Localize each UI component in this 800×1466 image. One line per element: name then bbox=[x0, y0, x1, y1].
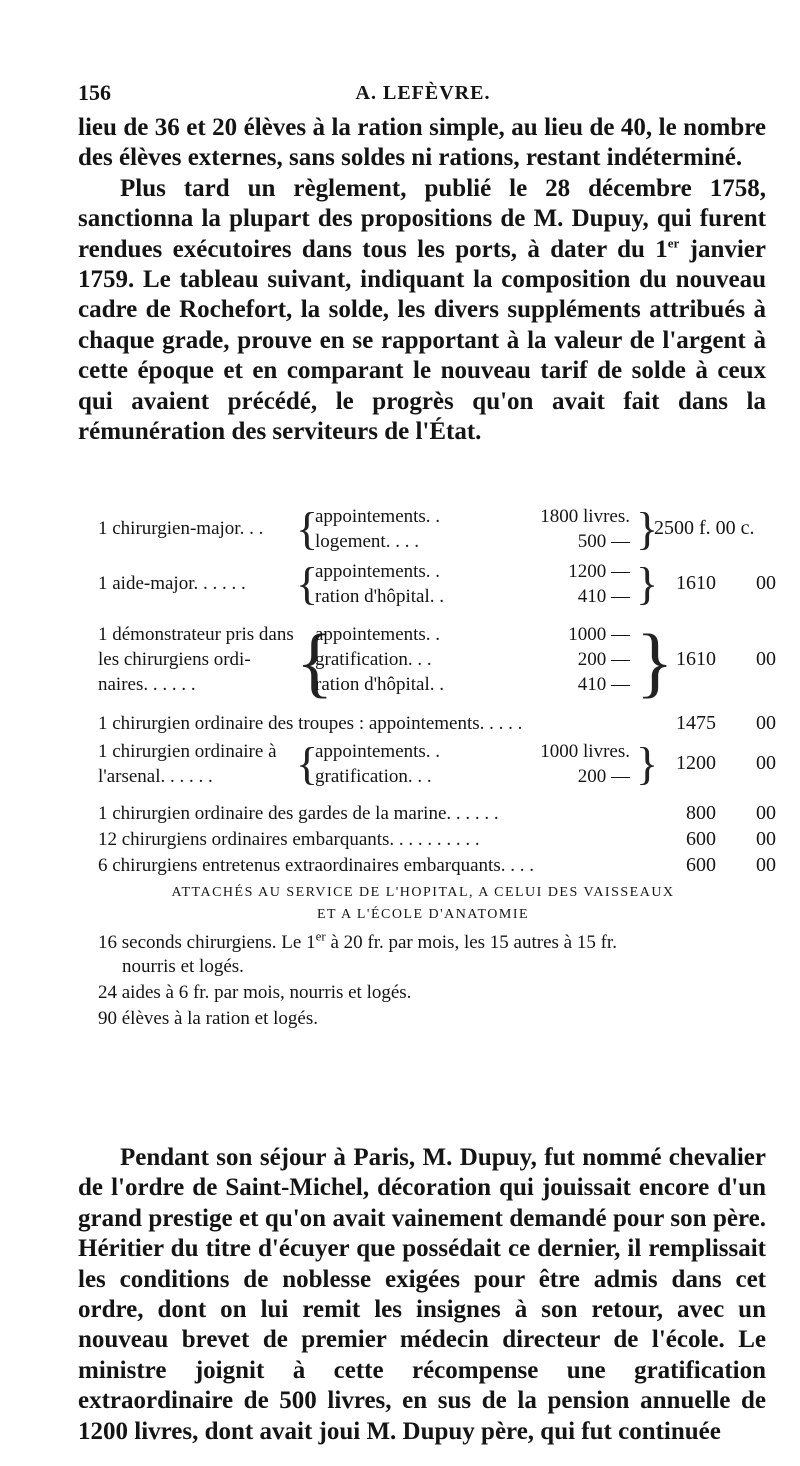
left-brace: { bbox=[296, 558, 319, 609]
row-value: 410 — bbox=[577, 674, 630, 695]
total-cents: 00 bbox=[756, 712, 776, 734]
left-brace: { bbox=[296, 503, 319, 554]
row-label: 1 chirurgien ordinaire des troupes : appointements. . . . . bbox=[98, 713, 523, 734]
page-header bbox=[78, 80, 768, 110]
section-heading: ET A L'ÉCOLE D'ANATOMIE bbox=[316, 907, 530, 922]
row-value: 1000 — bbox=[568, 624, 630, 645]
row-total bbox=[672, 752, 776, 775]
row-value: 500 — bbox=[577, 531, 630, 552]
right-brace: } bbox=[636, 738, 659, 789]
row-total bbox=[672, 648, 776, 671]
note-text-b: à 20 fr. par mois, les 15 autres à 15 fr. bbox=[325, 932, 617, 953]
total-cents: 00 bbox=[756, 802, 776, 824]
row-label: 12 chirurgiens ordinaires embarquants. . . . . . . . . . bbox=[98, 829, 480, 850]
right-brace: } bbox=[636, 503, 659, 554]
row-item: appointements. . bbox=[315, 506, 441, 527]
staff-note bbox=[98, 928, 768, 979]
paragraph-2-text-b: janvier 1759. Le tableau suivant, indiquant la composition du nouveau cadre de Rochefort, la solde, les divers suppléments attribués à chaque grade, prouve en se rapportant à la valeur de l'argent à cette époque et en comparant le nouveau tarif de solde à ceux qui avaient précédé, le progrès qu'on avait fait dans la rémunération des serviteurs de l'État. bbox=[78, 235, 766, 446]
row-label: l'arsenal. . . . . . bbox=[98, 766, 213, 787]
row-item: appointements. . bbox=[315, 624, 441, 645]
row-label: 1 chirurgien ordinaire à bbox=[98, 741, 277, 762]
row-value: 200 — bbox=[577, 649, 630, 670]
left-brace: { bbox=[296, 738, 319, 789]
row-item: appointements. . bbox=[315, 561, 441, 582]
row-total bbox=[672, 572, 776, 595]
row-total bbox=[672, 802, 776, 825]
row-total bbox=[672, 828, 776, 851]
paragraph-2-superscript: er bbox=[667, 235, 680, 251]
page-number: 156 bbox=[78, 80, 111, 105]
total-value: 600 bbox=[686, 854, 716, 876]
note-text-a: 16 seconds chirurgiens. Le 1 bbox=[98, 932, 316, 953]
total-cents: 00 bbox=[756, 648, 776, 670]
text-block-bottom bbox=[78, 1143, 766, 1447]
left-brace: { bbox=[296, 618, 334, 705]
total-value: 800 bbox=[686, 802, 716, 824]
row-label: 1 chirurgien ordinaire des gardes de la marine. . . . . . bbox=[98, 803, 499, 824]
row-value: 200 — bbox=[577, 766, 630, 787]
total-value: 600 bbox=[686, 828, 716, 850]
total-value: 1475 bbox=[676, 712, 716, 734]
row-value: 410 — bbox=[577, 586, 630, 607]
paragraph-1: lieu de 36 et 20 élèves à la ration simple, au lieu de 40, le nombre des élèves externes, sans soldes ni rations, restant indéterminé. bbox=[78, 114, 766, 172]
row-label: 1 démonstrateur pris dans bbox=[98, 624, 294, 645]
paragraph-2-text-a: Plus tard un règlement, publié le 28 décembre 1758, sanctionna la plupart des propositions de M. Dupuy, qui furent rendues exécutoires dans tous les ports, à dater du 1 bbox=[78, 174, 766, 263]
row-item: logement. . . . bbox=[315, 531, 419, 552]
row-item: appointements. . bbox=[315, 741, 441, 762]
row-value: 1200 — bbox=[568, 561, 630, 582]
row-label: les chirurgiens ordi- bbox=[98, 649, 251, 670]
running-head: A. LEFÈVRE. bbox=[355, 82, 491, 104]
right-brace: } bbox=[636, 558, 659, 609]
total-cents: 00 bbox=[756, 572, 776, 594]
section-heading: ATTACHÉS AU SERVICE DE L'HOPITAL, A CELUI DES VAISSEAUX bbox=[171, 885, 675, 900]
row-label: 6 chirurgiens entretenus extraordinaires embarquants. . . . bbox=[98, 855, 534, 876]
row-label: 1 aide-major. . . . . . bbox=[98, 573, 246, 594]
row-value: 1800 livres. bbox=[540, 506, 630, 527]
total-value: 1610 bbox=[676, 648, 716, 670]
text-block-top bbox=[78, 113, 766, 447]
right-brace: } bbox=[636, 618, 674, 705]
total-cents: 00 bbox=[756, 828, 776, 850]
row-item: ration d'hôpital. . bbox=[315, 586, 445, 607]
paragraph-2 bbox=[78, 174, 766, 448]
total-cents: 00 bbox=[756, 752, 776, 774]
row-total bbox=[672, 712, 776, 735]
row-item: gratification. . . bbox=[315, 649, 432, 670]
row-total: 2500 f. 00 c. bbox=[654, 517, 755, 539]
row-label: 1 chirurgien-major. . . bbox=[98, 518, 264, 539]
row-item: gratification. . . bbox=[315, 766, 432, 787]
note-continuation: nourris et logés. bbox=[122, 956, 244, 977]
staff-note: 24 aides à 6 fr. par mois, nourris et logés. bbox=[98, 982, 412, 1003]
total-value: 1610 bbox=[676, 572, 716, 594]
staff-note: 90 élèves à la ration et logés. bbox=[98, 1008, 319, 1029]
note-superscript: er bbox=[315, 928, 326, 944]
paragraph-3: Pendant son séjour à Paris, M. Dupuy, fut nommé chevalier de l'ordre de Saint-Michel, décoration qui jouissait encore d'un grand prestige et qu'on avait vainement demandé pour son père. Héritier du titre d'écuyer que possédait ce dernier, il remplissait les conditions de noblesse exigées pour être admis dans cet ordre, dont on lui remit les insignes à son retour, avec un nouveau brevet de premier médecin directeur de l'école. Le ministre joignit à cette récompense une gratification extraordinaire de 500 livres, en sus de la pension annuelle de 1200 livres, dont avait joui M. Dupuy père, qui fut continuée bbox=[78, 1144, 766, 1445]
row-label: naires. . . . . . bbox=[98, 674, 196, 695]
row-item: ration d'hôpital. . bbox=[315, 674, 445, 695]
total-value: 1200 bbox=[676, 752, 716, 774]
row-value: 1000 livres. bbox=[540, 741, 630, 762]
total-cents: 00 bbox=[756, 854, 776, 876]
row-total bbox=[672, 854, 776, 877]
